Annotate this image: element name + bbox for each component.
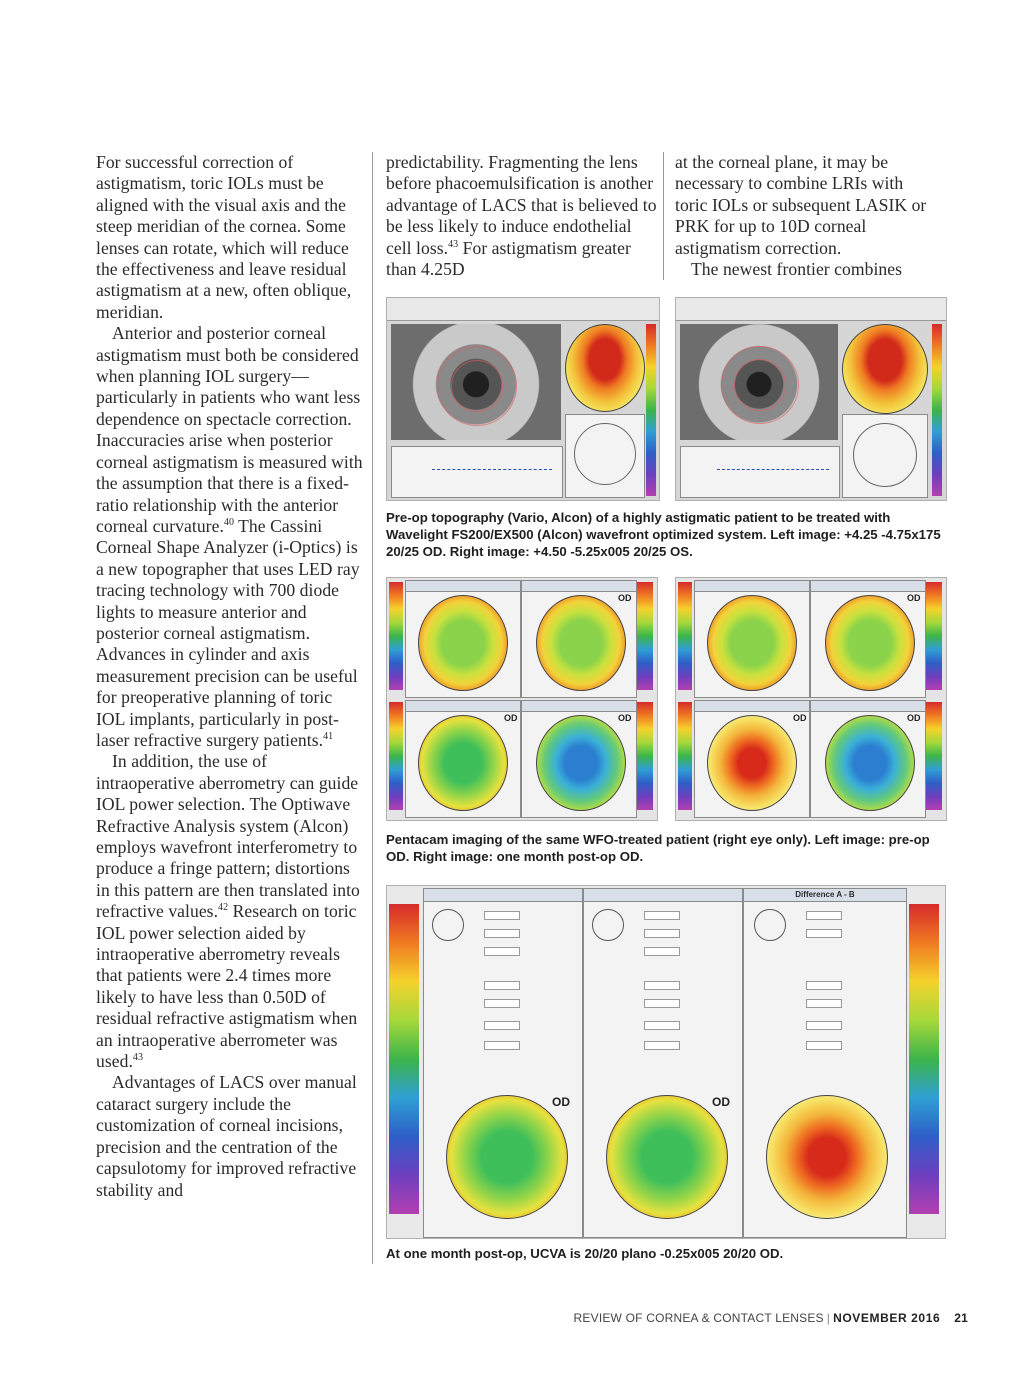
exam-a-panel [423, 888, 583, 1238]
map-panel [694, 580, 810, 698]
panel-title [811, 581, 925, 592]
column-divider [372, 152, 373, 1264]
value-field [644, 999, 680, 1008]
value-field [484, 981, 520, 990]
panel-title [695, 581, 809, 592]
paragraph: at the corneal plane, it may be necessary to combine LRIs with toric IOLs or subsequent LASIK or PRK for up to 10D corneal astigmatism correction. [675, 152, 927, 258]
difference-map [766, 1095, 888, 1219]
map-panel [810, 700, 926, 818]
value-field [806, 929, 842, 938]
eye-label: OD [907, 593, 921, 603]
topography-right-image [675, 297, 947, 501]
figure-1-caption: Pre-op topography (Vario, Alcon) of a highly astigmatic patient to be treated with Wavelight FS200/EX500 (Alcon) wavefront optimized system. Left image: +4.25 -4.75x175 20/25 OD. Right image: +4.50 -5.25x005 20/25 OS. [386, 510, 941, 559]
color-scale [389, 582, 403, 690]
comparison-display [386, 885, 946, 1239]
polar-circle [853, 423, 917, 487]
exam-b-panel [583, 888, 743, 1238]
curvature-map [842, 324, 928, 414]
paragraph-text: predictability. Fragmenting the lens before phacoemulsification is another advantage of LACS that is believed to be less likely to induce endothelial cell loss. [386, 152, 657, 258]
paragraph-text: Anterior and posterior corneal astigmatism must both be considered when planning IOL surgery—particularly in patients who want less dependence on spectacle correction. Inaccuracies arise when posterior corneal astigmatism is measured with the assumption that there is a fixed-ratio relationship with the anterior corneal curvature. [96, 323, 363, 536]
journal-name: REVIEW OF CORNEA & CONTACT LENSES [573, 1311, 824, 1325]
color-scale [926, 702, 942, 810]
elevation-map [418, 595, 508, 691]
map-panel [694, 700, 810, 818]
color-scale [637, 702, 653, 810]
polar-plot [842, 414, 928, 498]
eye-label: OD [618, 713, 632, 723]
thickness-map [825, 715, 915, 811]
value-field [644, 911, 680, 920]
issue-date: NOVEMBER 2016 [833, 1311, 941, 1325]
data-panel [391, 446, 563, 498]
eye-label: OD [618, 593, 632, 603]
value-field [644, 981, 680, 990]
eye-label: OD [504, 713, 518, 723]
curvature-map [565, 324, 645, 412]
map-panel [810, 580, 926, 698]
paragraph-text: In addition, the use of intraoperative aberrometry can guide IOL power selection. The Optiwave Refractive Analysis system (Alcon) employs wavefront interferometry to produce a fringe pattern; distortions in this pattern are then translated into refractive values. [96, 751, 360, 922]
panel-title [406, 581, 520, 592]
value-field [644, 1041, 680, 1050]
difference-panel [743, 888, 907, 1238]
value-field [484, 911, 520, 920]
color-scale [909, 904, 939, 1214]
window-header [676, 298, 946, 321]
thickness-map [536, 715, 626, 811]
panel-title [695, 701, 809, 712]
panel-title [584, 889, 742, 902]
page-number: 21 [954, 1311, 968, 1325]
reference-marker: 42 [218, 902, 229, 914]
polar-circle [592, 909, 624, 941]
figure-3-caption: At one month post-op, UCVA is 20/20 plano -0.25x005 20/20 OD. [386, 1246, 784, 1261]
text-column-1 [96, 152, 364, 1201]
eye-label: OD [552, 1095, 570, 1109]
polar-circle [574, 423, 636, 485]
panel-title [406, 701, 520, 712]
polar-plot [565, 414, 645, 498]
color-scale [646, 324, 656, 496]
paragraph-text: For astigmatism greater than 4.25D [386, 237, 631, 280]
value-field [644, 1021, 680, 1030]
paragraph: Advantages of LACS over manual cataract surgery include the customization of corneal incisions, precision and the centration of the capsulotomy for improved refractive stability and [96, 1072, 357, 1200]
color-scale [637, 582, 653, 690]
paragraph: For successful correction of astigmatism, toric IOLs must be aligned with the visual axis and the steep meridian of the cornea. Some lenses can rotate, which will reduce the effectiveness and leave residual astigmatism at a new, often oblique, meridian. [96, 152, 352, 322]
eye-label: OD [907, 713, 921, 723]
placido-ring [734, 359, 786, 411]
color-scale [678, 582, 692, 690]
eye-label: OD [712, 1095, 730, 1109]
placido-ring [451, 360, 503, 412]
profile-line [717, 469, 829, 470]
reference-marker: 43 [448, 238, 459, 250]
map-panel [405, 700, 521, 818]
curvature-map [707, 715, 797, 811]
data-panel [680, 446, 840, 498]
color-scale [389, 702, 403, 810]
text-column-3 [675, 152, 940, 280]
panel-title [424, 889, 582, 902]
value-field [644, 947, 680, 956]
panel-title [522, 581, 636, 592]
text-column-2 [386, 152, 658, 280]
curvature-map [606, 1095, 728, 1219]
page-footer [560, 1311, 968, 1325]
panel-title [811, 701, 925, 712]
color-scale [926, 582, 942, 690]
paragraph [96, 323, 364, 751]
paragraph: The newest frontier combines [691, 259, 902, 280]
column-divider [663, 152, 664, 280]
value-field [806, 981, 842, 990]
paragraph [386, 152, 658, 280]
curvature-map [418, 715, 508, 811]
elevation-map [825, 595, 915, 691]
eye-label: OD [793, 713, 807, 723]
value-field [806, 1041, 842, 1050]
value-field [484, 929, 520, 938]
color-scale [678, 702, 692, 810]
paragraph-text: Research on toric IOL power selection aided by intraoperative aberrometry reveals that patients were 2.4 times more likely to have less than 0.50D of residual refractive astigmatism when an intraoperative aberrometer was used. [96, 901, 358, 1072]
value-field [806, 1021, 842, 1030]
polar-circle [432, 909, 464, 941]
paragraph-text: The Cassini Corneal Shape Analyzer (i-Optics) is a new topographer that uses LED ray tracing technology with 700 diode lights to measure anterior and posterior corneal astigmatism. Advances in cylinder and axis measurement precision can be useful for preoperative planning of toric IOL implants, particularly in post-laser refractive surgery patients. [96, 515, 360, 750]
panel-title: Difference A - B [744, 889, 906, 902]
elevation-map [536, 595, 626, 691]
value-field [806, 999, 842, 1008]
elevation-map [707, 595, 797, 691]
topography-left-image [386, 297, 660, 501]
reference-marker: 43 [132, 1052, 144, 1064]
footer-separator: | [826, 1311, 831, 1325]
value-field [484, 1021, 520, 1030]
reference-marker: 40 [223, 517, 234, 529]
panel-title [522, 701, 636, 712]
map-panel [521, 580, 637, 698]
curvature-map [446, 1095, 568, 1219]
polar-circle [754, 909, 786, 941]
figure-2-caption: Pentacam imaging of the same WFO-treated patient (right eye only). Left image: pre-op OD. Right image: one month post-op OD. [386, 832, 930, 864]
pentacam-right-image [675, 577, 947, 821]
value-field [484, 999, 520, 1008]
value-field [806, 911, 842, 920]
profile-line [432, 469, 552, 470]
reference-marker: 41 [323, 731, 334, 743]
color-scale [932, 324, 942, 496]
value-field [484, 947, 520, 956]
paragraph [96, 751, 364, 1072]
map-panel [405, 580, 521, 698]
pentacam-left-image [386, 577, 658, 821]
value-field [484, 1041, 520, 1050]
window-header [387, 298, 659, 321]
color-scale [389, 904, 419, 1214]
map-panel [521, 700, 637, 818]
value-field [644, 929, 680, 938]
